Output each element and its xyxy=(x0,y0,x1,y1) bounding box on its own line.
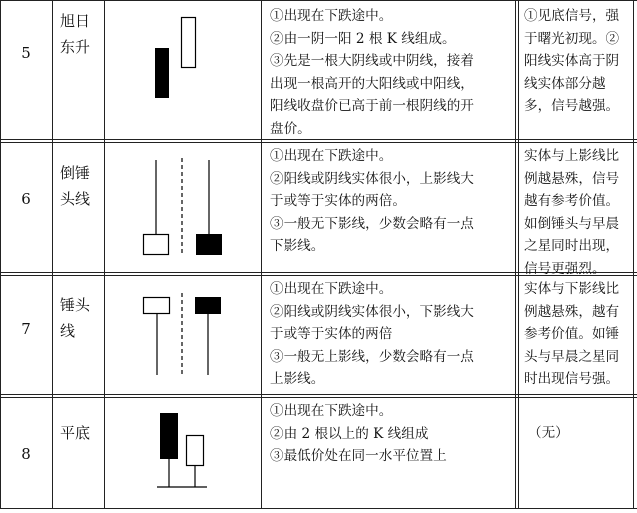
row-border xyxy=(0,142,637,143)
row-border xyxy=(0,394,637,395)
note-line: 例越悬殊，信号 xyxy=(524,170,620,187)
bullish-candle xyxy=(187,436,204,466)
flat-bottom-figure xyxy=(145,405,225,500)
bullish-candle xyxy=(144,298,170,314)
pattern-name-line: 平底 xyxy=(60,424,91,442)
note-line: 实体与上影线比 xyxy=(524,148,620,164)
pattern-name xyxy=(60,292,100,344)
note-line: ①见底信号，强 xyxy=(524,8,620,24)
note-line: （无） xyxy=(528,425,569,441)
note-line: 参考价值。如锤 xyxy=(524,326,620,342)
note-line: 例越悬殊，越有 xyxy=(524,303,620,320)
row-border xyxy=(0,0,637,1)
pattern-name-line: 锤头 xyxy=(60,296,91,314)
col-border xyxy=(0,0,1,509)
rising-sun-candles-figure xyxy=(140,10,220,110)
desc-line: ①出现在下跌途中。 xyxy=(270,148,393,164)
row-number: 5 xyxy=(21,44,31,62)
pattern-name-line: 线 xyxy=(60,322,76,340)
desc-line: 盘价。 xyxy=(270,120,311,137)
desc-line: ①出现在下跌途中。 xyxy=(270,8,393,24)
col-border xyxy=(104,0,105,509)
bearish-candle xyxy=(160,413,178,459)
pattern-note xyxy=(524,5,632,118)
desc-line: ①出现在下跌途中。 xyxy=(270,281,393,297)
note-line: 之星同时出现， xyxy=(524,238,620,254)
desc-line: 于或等于实体的两倍。 xyxy=(270,193,406,209)
row-number: 7 xyxy=(21,320,31,338)
desc-line: ②由一阴一阳 2 根 K 线组成。 xyxy=(270,30,456,47)
desc-line: ③最低价处在同一水平位置上 xyxy=(270,448,447,464)
note-line: 信号更强烈。 xyxy=(524,260,606,277)
col-border xyxy=(518,0,519,509)
col-border xyxy=(261,0,262,509)
bullish-candle xyxy=(144,235,169,255)
pattern-name xyxy=(60,420,100,446)
col-border xyxy=(52,0,53,509)
pattern-name-line: 东升 xyxy=(60,38,91,56)
row-border xyxy=(0,508,637,509)
col-border xyxy=(515,0,516,509)
pattern-description xyxy=(270,145,508,258)
pattern-name-line: 倒锤 xyxy=(60,164,91,182)
inverted-hammer-figure xyxy=(135,150,235,260)
note-line: 阳线实体高于阴 xyxy=(524,53,620,69)
desc-line: 出现一根高开的大阳线或中阳线， xyxy=(270,75,474,92)
desc-line: ③一般无下影线，少数会略有一点 xyxy=(270,215,474,232)
row-border xyxy=(0,397,637,398)
desc-line: ③先是一根大阴线或中阴线，接着 xyxy=(270,53,474,69)
bearish-candle xyxy=(196,234,222,255)
desc-line: ①出现在下跌途中。 xyxy=(270,403,393,419)
desc-line: 于或等于实体的两倍 xyxy=(270,326,393,342)
note-line: 时出现信号强。 xyxy=(524,371,620,387)
desc-line: 下影线。 xyxy=(270,238,325,254)
note-line: 多，信号越强。 xyxy=(524,98,620,114)
pattern-name-line: 旭日 xyxy=(60,12,91,30)
desc-line: ②阳线或阴线实体很小，上影线大 xyxy=(270,170,474,187)
desc-line: ②阳线或阴线实体很小，下影线大 xyxy=(270,303,474,320)
row-number: 6 xyxy=(21,190,31,208)
bearish-candle xyxy=(155,48,169,98)
pattern-note xyxy=(524,278,632,391)
note-line: 线实体部分越 xyxy=(524,75,606,92)
bullish-candle xyxy=(182,18,196,68)
note-line: 于曙光初现。② xyxy=(524,30,620,47)
pattern-description xyxy=(270,400,508,468)
desc-line: 上影线。 xyxy=(270,371,325,387)
pattern-note xyxy=(528,422,636,445)
pattern-name-line: 头线 xyxy=(60,190,91,208)
pattern-name xyxy=(60,8,100,60)
note-line: 头与早晨之星同 xyxy=(524,348,620,365)
pattern-note xyxy=(524,145,632,280)
pattern-description xyxy=(270,278,508,391)
pattern-description xyxy=(270,5,508,140)
desc-line: 阳线收盘价已高于前一根阴线的开 xyxy=(270,98,474,114)
hammer-figure xyxy=(135,285,235,385)
note-line: 如倒锤头与早晨 xyxy=(524,215,620,232)
desc-line: ②由 2 根以上的 K 线组成 xyxy=(270,425,429,442)
pattern-name xyxy=(60,160,100,212)
row-number: 8 xyxy=(21,445,31,463)
bearish-candle xyxy=(195,297,221,314)
note-line: 越有参考价值。 xyxy=(524,193,620,209)
note-line: 实体与下影线比 xyxy=(524,281,620,297)
desc-line: ③一般无上影线，少数会略有一点 xyxy=(270,348,474,365)
